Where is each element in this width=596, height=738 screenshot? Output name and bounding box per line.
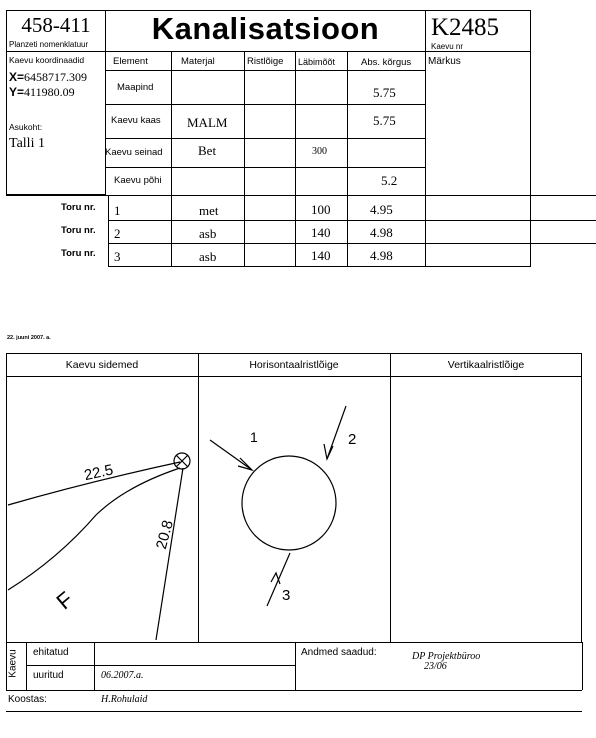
dimension-right: 20.8 bbox=[152, 518, 177, 551]
data-from-label: Andmed saadud: bbox=[301, 647, 377, 658]
pipe-diameter: 140 bbox=[311, 225, 331, 240]
x-value: 6458717.309 bbox=[24, 70, 88, 84]
row-element-label: Kaevu seinad bbox=[105, 147, 163, 158]
pipe-label-3: 3 bbox=[282, 587, 291, 604]
pipe-label: Toru nr. bbox=[61, 225, 96, 236]
footer-side-label: Kaevu bbox=[7, 649, 19, 678]
row-element-label: Kaevu põhi bbox=[114, 175, 162, 186]
panel-title-vertical: Vertikaalristlõige bbox=[447, 359, 525, 371]
page-title: Kanalisatsioon bbox=[151, 11, 380, 46]
coordinates-label: Kaevu koordinaadid bbox=[9, 55, 85, 65]
x-label: X= bbox=[9, 70, 25, 84]
well-number: K2485 bbox=[431, 14, 500, 41]
pipe-number: 1 bbox=[114, 203, 121, 218]
row-material-value: MALM bbox=[187, 115, 228, 130]
header-element: Element bbox=[113, 56, 148, 67]
location-label: Asukoht: bbox=[9, 122, 43, 132]
pipe-height: 4.95 bbox=[370, 202, 393, 217]
nomenclature-number: 458-411 bbox=[21, 13, 91, 37]
row-material-value: Bet bbox=[198, 143, 217, 158]
header-diameter: Läbimõõt bbox=[298, 57, 336, 67]
panel-title-horizontal: Horisontaalristlõige bbox=[249, 359, 339, 371]
row-element-label: Kaevu kaas bbox=[111, 115, 161, 126]
sketch-mark: F bbox=[51, 586, 78, 615]
header-material: Materjal bbox=[181, 56, 215, 67]
pipe-label: Toru nr. bbox=[61, 248, 96, 259]
header-section: Ristlõige bbox=[247, 56, 284, 67]
built-label: ehitatud bbox=[33, 647, 69, 658]
compiled-label: Koostas: bbox=[8, 694, 47, 705]
data-from-value: DP Projektbüroo bbox=[412, 651, 481, 662]
y-value: 411980.09 bbox=[24, 85, 75, 99]
pipe-number: 3 bbox=[114, 249, 121, 264]
header-remarks: Märkus bbox=[428, 56, 461, 67]
nomenclature-label: Planzeti nomenklatuur bbox=[9, 40, 89, 49]
pipe-diameter: 140 bbox=[311, 248, 331, 263]
data-from-date: 23/06 bbox=[424, 661, 447, 672]
pipe-material: met bbox=[199, 203, 219, 218]
surveyed-label: uuritud bbox=[33, 670, 64, 681]
pipe-label: Toru nr. bbox=[61, 202, 96, 213]
y-label: Y= bbox=[9, 85, 25, 99]
pipe-height: 4.98 bbox=[370, 248, 393, 263]
surveyed-value: 06.2007.a. bbox=[101, 670, 144, 681]
date-note: 22. juuni 2007. a. bbox=[7, 335, 51, 341]
location-value: Talli 1 bbox=[9, 136, 45, 151]
well-number-label: Kaevu nr bbox=[431, 42, 464, 51]
pipe-label-1: 1 bbox=[250, 429, 258, 445]
dimension-top: 22.5 bbox=[82, 461, 115, 485]
pipe-number: 2 bbox=[114, 226, 121, 241]
header-height: Abs. kõrgus bbox=[361, 57, 412, 68]
pipe-material: asb bbox=[199, 249, 217, 264]
pipe-height: 4.98 bbox=[370, 225, 393, 240]
row-height-value: 5.75 bbox=[373, 113, 396, 128]
pipe-label-2: 2 bbox=[348, 431, 357, 448]
pipe-material: asb bbox=[199, 226, 217, 241]
row-element-label: Maapind bbox=[117, 82, 154, 93]
compiled-value: H.Rohulaid bbox=[101, 694, 148, 705]
row-diameter-value: 300 bbox=[312, 146, 327, 157]
pipe-diameter: 100 bbox=[311, 202, 331, 217]
row-height-value: 5.2 bbox=[381, 173, 398, 188]
panel-title-connections: Kaevu sidemed bbox=[65, 359, 139, 371]
horizontal-section bbox=[210, 406, 346, 606]
row-height-value: 5.75 bbox=[373, 85, 396, 100]
